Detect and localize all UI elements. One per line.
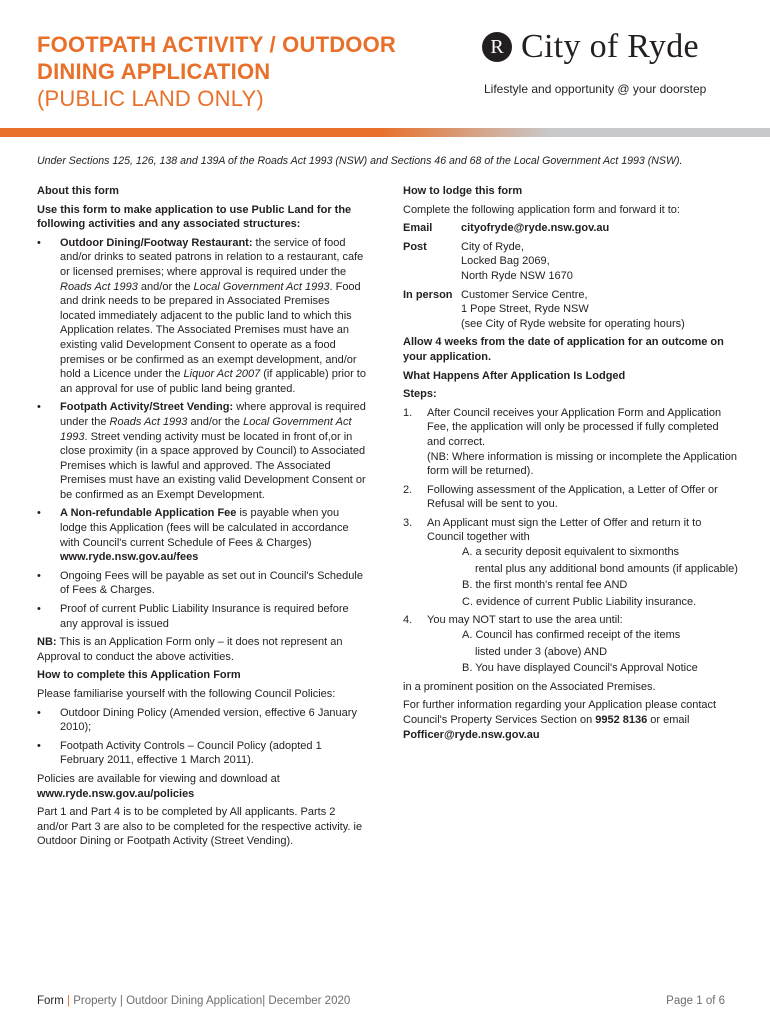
title-line-1: FOOTPATH ACTIVITY / OUTDOOR xyxy=(37,32,397,57)
in-person-label: In person xyxy=(403,288,453,301)
activity-list xyxy=(37,236,367,631)
list-item: 1. After Council receives your Application Form and Application Fee, the application will only be processed if fully completed and correct. (NB: Where information is missing or incomplete the Application form will be returned). xyxy=(403,406,737,478)
legal-reference: Under Sections 125, 126, 138 and 139A of the Roads Act 1993 (NSW) and Sections 46 and 68 of the Local Government Act 1993 (NSW). xyxy=(37,155,683,167)
list-item: • A Non-refundable Application Fee is payable when you lodge this Application (fees will be calculated in accordance with Council's current Schedule of Fees & Charges) www.ryde.nsw.gov.au/fees xyxy=(37,506,367,564)
nb-note: NB: This is an Application Form only – it does not represent an Approval to conduct the above activities. xyxy=(37,636,343,663)
footer-label: Form | Property | Outdoor Dining Application| December 2020 xyxy=(37,995,351,1007)
header-divider-gradient xyxy=(380,128,550,137)
post-label: Post xyxy=(403,240,427,253)
in-person-address: Customer Service Centre, 1 Pope Street, Ryde NSW (see City of Ryde website for operating hours) xyxy=(461,288,685,330)
list-item: • Ongoing Fees will be payable as set out in Council's Schedule of Fees & Charges. xyxy=(37,569,367,598)
in-person-row xyxy=(403,288,738,332)
left-column xyxy=(37,184,367,853)
parts-note: Part 1 and Part 4 is to be completed by All applicants. Parts 2 and/or Part 3 are also to be completed for the respective activity. ie Outdoor Dining or Footpath Activity (Street Vending). xyxy=(37,806,363,848)
list-item: • Outdoor Dining Policy (Amended version, effective 6 January 2010); xyxy=(37,706,367,735)
email-label: Email xyxy=(403,222,433,235)
lodge-intro: Complete the following application form and forward it to: xyxy=(403,203,680,216)
post-row xyxy=(403,240,738,284)
allow-note: Allow 4 weeks from the date of application for an outcome on your application. xyxy=(403,336,724,363)
title-line-3: (PUBLIC LAND ONLY) xyxy=(37,86,264,111)
pofficer-email-link[interactable]: Pofficer@ryde.nsw.gov.au xyxy=(403,728,540,741)
list-item: • Footpath Activity Controls – Council Policy (adopted 1 February 2011, effective 1 March 2011). xyxy=(37,739,367,768)
title-line-2: DINING APPLICATION xyxy=(37,59,271,84)
lodge-heading: How to lodge this form xyxy=(403,185,523,197)
page-number: Page 1 of 6 xyxy=(666,995,725,1007)
further-info: For further information regarding your Application please contact Council's Property Services Section on 9952 8136 or email Pofficer@ryde.nsw.gov.au xyxy=(403,699,717,741)
email-row xyxy=(403,221,738,236)
premises-note: in a prominent position on the Associated Premises. xyxy=(403,680,656,693)
fees-link[interactable]: www.ryde.nsw.gov.au/fees xyxy=(60,551,199,564)
tagline: Lifestyle and opportunity @ your doorstep xyxy=(484,82,707,96)
right-column xyxy=(403,184,738,746)
header-divider-orange xyxy=(0,128,410,137)
steps-heading: Steps: xyxy=(403,388,437,401)
what-heading: What Happens After Application Is Lodged xyxy=(403,369,626,382)
page-title xyxy=(37,31,396,112)
complete-intro: Please familiarise yourself with the following Council Policies: xyxy=(37,688,336,700)
policies-link[interactable]: www.ryde.nsw.gov.au/policies xyxy=(37,787,195,800)
list-item: 2. Following assessment of the Application, a Letter of Offer or Refusal will be sent to you. xyxy=(403,483,718,511)
steps-list xyxy=(403,406,738,676)
policy-list xyxy=(37,706,367,768)
complete-heading: How to complete this Application Form xyxy=(37,669,241,682)
policies-availability: Policies are available for viewing and download at www.ryde.nsw.gov.au/policies xyxy=(37,772,280,800)
list-item: • Proof of current Public Liability Insurance is required before any approval is issued xyxy=(37,602,367,631)
list-item: • Outdoor Dining/Footway Restaurant: the service of food and/or drinks to seated patrons in relation to a restaurant, cafe or licensed premises; where approval is required under the Roads Act 1993 and/or the Local Government Act 1993. Food and drink needs to be prepared in Associated Premises located immediately adjacent to the public land to which this Application relates. The Associated Premises must have an existing valid Development Consent to operate as a food premises or be confirmed as an exempt development, and/or hold a Licence under the Liquor Act 2007 (if applicable) prior to an approval for use of public land being granted. xyxy=(37,236,367,397)
list-item: • Footpath Activity/Street Vending: where approval is required under the Roads Act 1993 and/or the Local Government Act 1993. Street vending activity must be located in front of,or in close proximity (in a space approved by Council) to Associated Premises which is lawful and approved. The Associated Premises must have an existing valid Development Consent or be confirmed as an Exempt Development. xyxy=(37,400,367,502)
phone-number: 9952 8136 xyxy=(595,714,648,726)
logo-name: City of Ryde xyxy=(521,28,699,65)
logo-mark-icon: R xyxy=(482,32,512,62)
list-item: 4. You may NOT start to use the area until: A. Council has confirmed receipt of the items listed under 3 (above) AND B. You have displayed Council's Approval Notice xyxy=(403,614,698,675)
email-link[interactable]: cityofryde@ryde.nsw.gov.au xyxy=(461,222,610,235)
city-of-ryde-logo xyxy=(482,28,699,66)
about-intro: Use this form to make application to use Public Land for the following activities and any associated structures: xyxy=(37,203,352,231)
about-heading: About this form xyxy=(37,185,119,197)
list-item: 3. An Applicant must sign the Letter of Offer and return it to Council together with A. a security deposit equivalent to sixmonths rental plus any additional bond amounts (if applicable) B. the first month's rental fee AND C. evidence of current Public Liability insurance. xyxy=(403,516,738,608)
post-address: City of Ryde, Locked Bag 2069, North Ryde NSW 1670 xyxy=(461,240,573,282)
